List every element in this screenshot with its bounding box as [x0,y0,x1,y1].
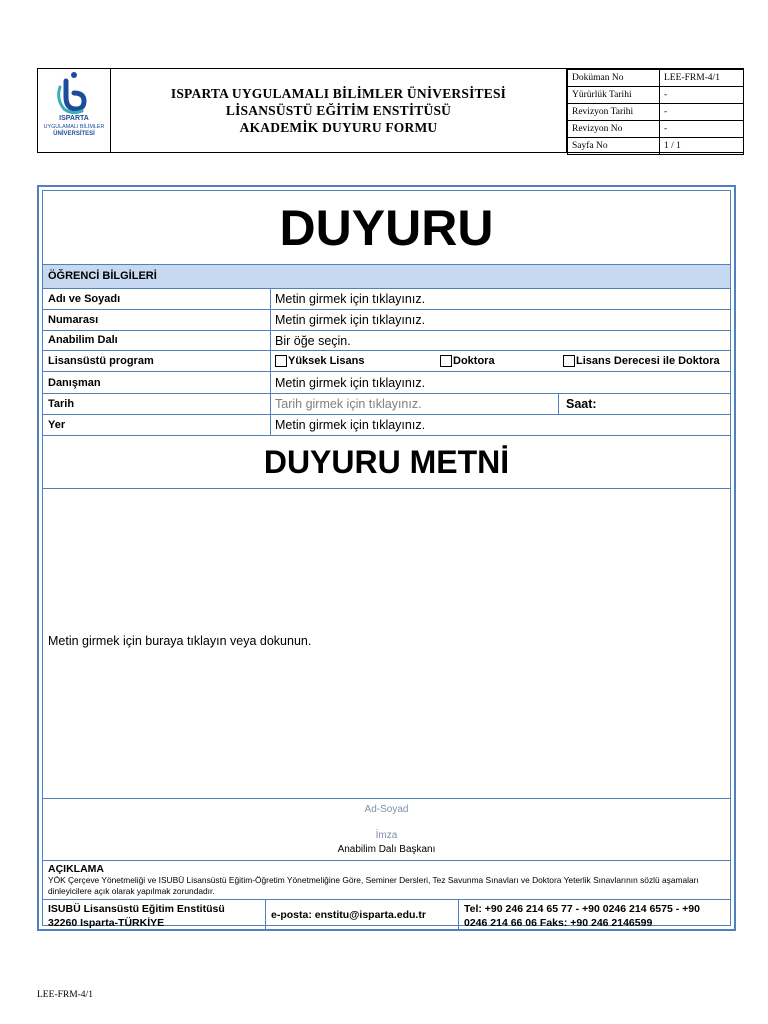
meta-row [568,104,744,121]
meta-value: 1 / 1 [660,138,744,155]
footer-phone: Tel: +90 246 214 65 77 - +90 0246 214 6575 - +90 0246 214 66 06 Faks: +90 246 2146599 [464,903,700,929]
description-block [43,861,730,900]
signature-title: Anabilim Dalı Başkanı [337,844,436,855]
page-code: LEE-FRM-4/1 [37,990,93,1000]
meta-key: Revizyon Tarihi [568,104,660,121]
announcement-text-area[interactable] [43,489,730,799]
meta-row [568,121,744,138]
form-inner [42,190,731,929]
document-header [37,68,744,153]
announcement-text-title: DUYURU METNİ [43,436,730,489]
place-label: Yer [48,419,66,431]
option-direct-phd[interactable] [563,355,720,367]
row-program [43,351,730,372]
row-advisor [43,372,730,394]
option-doctorate-label: Doktora [453,355,495,367]
announcement-text-placeholder: Metin girmek için buraya tıklayın veya dokunun. [48,634,312,648]
department-select[interactable]: Bir öğe seçin. [270,331,730,350]
name-label: Adı ve Soyadı [48,293,121,305]
logo-line1: ISPARTA [59,115,89,122]
meta-value: - [660,104,744,121]
meta-key: Revizyon No [568,121,660,138]
meta-value: - [660,121,744,138]
name-field[interactable]: Metin girmek için tıklayınız. [270,289,730,309]
footer-contact [43,900,730,930]
footer-email[interactable]: e-posta: enstitu@isparta.edu.tr [265,900,459,930]
checkbox-doctorate-icon[interactable] [440,355,452,367]
time-field[interactable]: Saat: [558,394,730,414]
footer-org-line2: 32260 Isparta-TÜRKİYE [48,917,165,929]
signature-block [43,799,730,861]
meta-value: LEE-FRM-4/1 [660,70,744,87]
footer-org-line1: ISUBÜ Lisansüstü Eğitim Enstitüsü [48,903,225,915]
option-doctorate[interactable] [440,355,495,367]
meta-row [568,87,744,104]
row-department [43,331,730,351]
announcement-form [37,185,736,931]
university-logo [38,69,111,152]
header-titles [111,69,567,152]
program-label: Lisansüstü program [48,355,154,367]
description-text: YÖK Çerçeve Yönetmeliği ve ISUBÜ Lisansüstü Eğitim-Öğretim Yönetmeliğine Göre, Seminer Dersleri, Tez Savunma Sınavları ve Doktora Yeterlik Sınavlarının sözlü aşamaları dinleyicilere açık olarak yapılmak zorundadır. [48,875,699,896]
meta-key: Doküman No [568,70,660,87]
logo-line3: ÜNİVERSİTESİ [53,131,95,137]
number-field[interactable]: Metin girmek için tıklayınız. [270,310,730,330]
program-options [270,351,730,371]
row-place [43,415,730,436]
section-student-title: ÖĞRENCİ BİLGİLERİ [48,270,157,282]
date-label: Tarih [48,398,75,410]
advisor-field[interactable]: Metin girmek için tıklayınız. [270,372,730,393]
form-name: AKADEMİK DUYURU FORMU [239,120,438,135]
checkbox-masters-icon[interactable] [275,355,287,367]
number-label: Numarası [48,314,99,326]
advisor-label: Danışman [48,377,101,389]
institute-name: LİSANSÜSTÜ EĞİTİM ENSTİTÜSÜ [225,103,452,118]
signature-name: Ad-Soyad [364,804,409,815]
department-label: Anabilim Dalı [48,334,118,346]
meta-row [568,70,744,87]
section-student-info [43,265,730,289]
form-title: DUYURU [43,191,730,265]
place-field[interactable]: Metin girmek için tıklayınız. [270,415,730,435]
option-direct-phd-label: Lisans Derecesi ile Doktora [576,355,720,367]
logo-emblem-icon [38,69,110,152]
signature-sign: İmza [375,830,398,841]
checkbox-direct-phd-icon[interactable] [563,355,575,367]
row-number [43,310,730,331]
meta-key: Yürürlük Tarihi [568,87,660,104]
row-name [43,289,730,310]
option-masters-label: Yüksek Lisans [288,355,365,367]
option-masters[interactable] [275,355,364,367]
meta-key: Sayfa No [568,138,660,155]
meta-value: - [660,87,744,104]
footer-org [48,902,225,930]
logo-line2: UYGULAMALI BİLİMLER [43,124,105,130]
university-name: ISPARTA UYGULAMALI BİLİMLER ÜNİVERSİTESİ [170,86,507,101]
document-meta-table [567,69,744,155]
row-date [43,394,730,415]
description-title: AÇIKLAMA [48,863,104,875]
date-field[interactable]: Tarih girmek için tıklayınız. [270,394,558,414]
meta-row [568,138,744,155]
